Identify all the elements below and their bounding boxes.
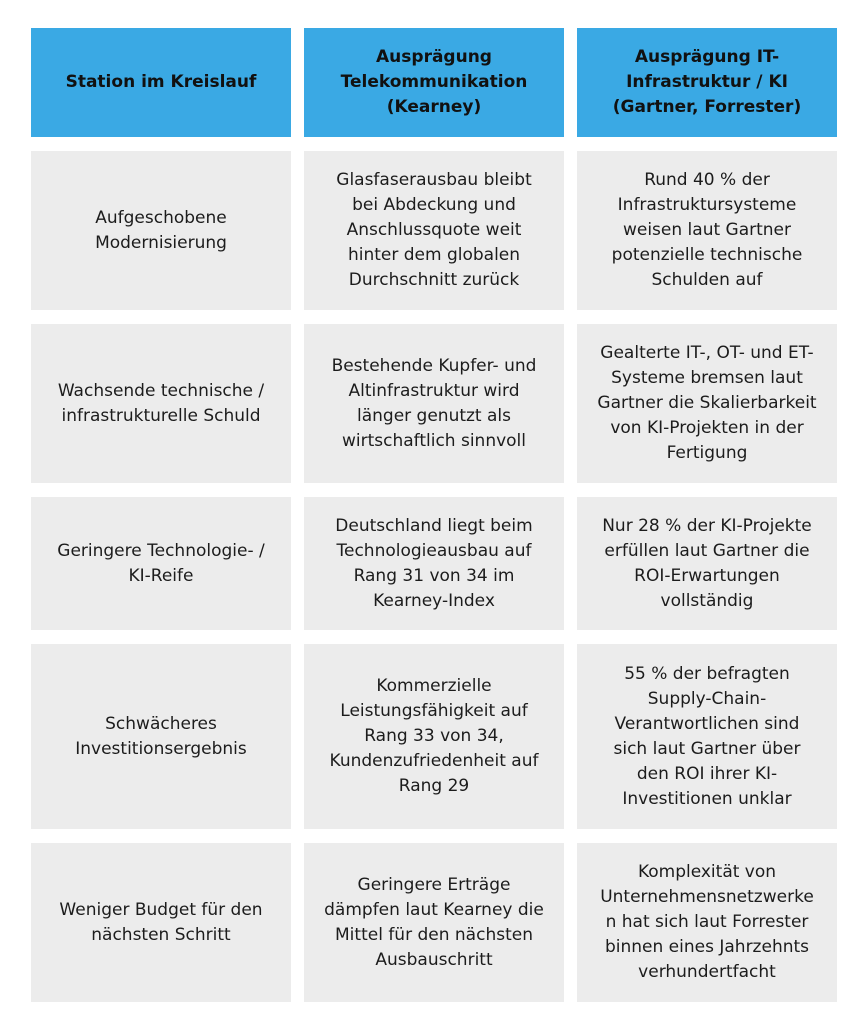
- table-cell-telekommunikation: Deutschland liegt beim Technologieausbau auf Rang 31 von 34 im Kearney-Index: [304, 497, 564, 630]
- table-cell-station: Geringere Technologie- / KI-Reife: [31, 497, 291, 630]
- table-cell-it-infrastruktur: Gealterte IT-, OT- und ET- Systeme bremsen laut Gartner die Skalierbarkeit von KI-Projekten in der Fertigung: [577, 324, 837, 483]
- table-cell-station: Weniger Budget für den nächsten Schritt: [31, 843, 291, 1002]
- table-cell-it-infrastruktur: Rund 40 % der Infrastruktursysteme weisen laut Gartner potenzielle technische Schulden auf: [577, 151, 837, 310]
- header-station: Station im Kreislauf: [31, 28, 291, 137]
- header-it-infrastruktur: Ausprägung IT- Infrastruktur / KI (Gartner, Forrester): [577, 28, 837, 137]
- table-cell-station: Schwächeres Investitionsergebnis: [31, 644, 291, 829]
- comparison-table: [31, 28, 837, 1002]
- table-cell-it-infrastruktur: Komplexität von Unternehmensnetzwerke n hat sich laut Forrester binnen eines Jahrzehnts verhundertfacht: [577, 843, 837, 1002]
- table-cell-telekommunikation: Geringere Erträge dämpfen laut Kearney die Mittel für den nächsten Ausbauschritt: [304, 843, 564, 1002]
- table-cell-station: Wachsende technische / infrastrukturelle Schuld: [31, 324, 291, 483]
- table-cell-telekommunikation: Bestehende Kupfer- und Altinfrastruktur wird länger genutzt als wirtschaftlich sinnvoll: [304, 324, 564, 483]
- table-cell-telekommunikation: Glasfaserausbau bleibt bei Abdeckung und Anschlussquote weit hinter dem globalen Durchschnitt zurück: [304, 151, 564, 310]
- table-cell-it-infrastruktur: 55 % der befragten Supply-Chain- Verantwortlichen sind sich laut Gartner über den ROI ihrer KI- Investitionen unklar: [577, 644, 837, 829]
- header-telekommunikation: Ausprägung Telekommunikation (Kearney): [304, 28, 564, 137]
- table-cell-it-infrastruktur: Nur 28 % der KI-Projekte erfüllen laut Gartner die ROI-Erwartungen vollständig: [577, 497, 837, 630]
- table-cell-telekommunikation: Kommerzielle Leistungsfähigkeit auf Rang 33 von 34, Kundenzufriedenheit auf Rang 29: [304, 644, 564, 829]
- table-cell-station: Aufgeschobene Modernisierung: [31, 151, 291, 310]
